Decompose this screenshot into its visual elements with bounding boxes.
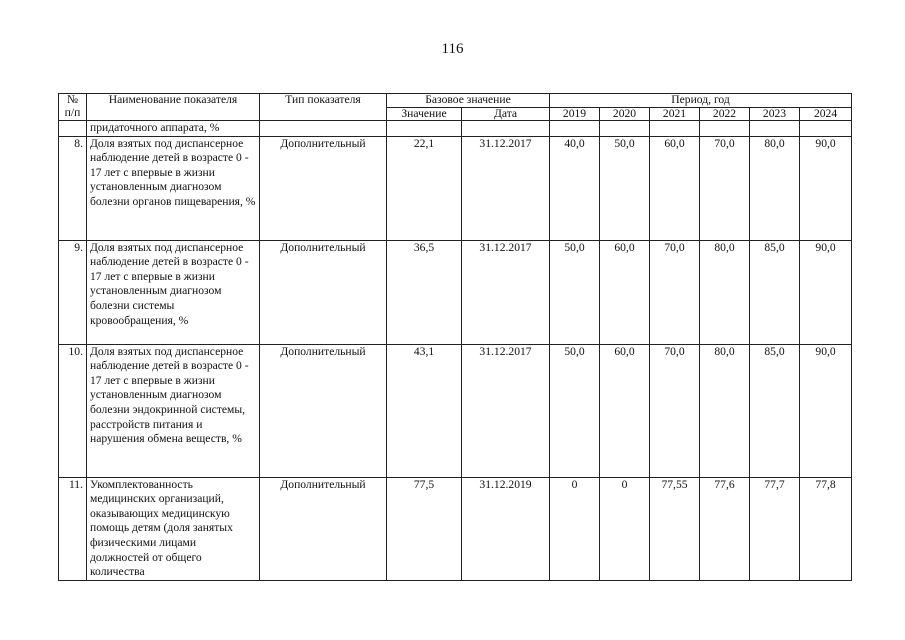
row-year-2020: 60,0 [600,344,650,477]
row-year-2023: 77,7 [750,477,800,580]
row-num: 9. [59,240,87,344]
row-year-2022: 80,0 [700,240,750,344]
header-row-1 [59,94,852,108]
header-num-sub: п/п [64,105,81,119]
row-type: Дополнительный [260,477,387,580]
row-year-2024: 90,0 [800,344,852,477]
row-year-2021 [650,121,700,137]
row-year-2019: 0 [550,477,600,580]
row-year-2019: 50,0 [550,344,600,477]
row-year-2023: 85,0 [750,344,800,477]
row-year-2021: 70,0 [650,344,700,477]
row-year-2021: 77,55 [650,477,700,580]
row-date: 31.12.2017 [462,136,550,240]
row-year-2024: 77,8 [800,477,852,580]
header-date: Дата [462,107,550,121]
header-year-2022: 2022 [700,107,750,121]
row-year-2021: 60,0 [650,136,700,240]
header-type: Тип показателя [260,94,387,121]
row-year-2022: 80,0 [700,344,750,477]
header-name: Наименование показателя [87,94,260,121]
row-num: 11. [59,477,87,580]
row-year-2024: 90,0 [800,136,852,240]
table-row [59,240,852,344]
table-row [59,477,852,580]
row-type: Дополнительный [260,136,387,240]
header-year-2023: 2023 [750,107,800,121]
row-year-2020: 0 [600,477,650,580]
row-year-2022: 77,6 [700,477,750,580]
header-base: Базовое значение [387,94,550,108]
header-value: Значение [387,107,462,121]
table-row [59,136,852,240]
row-value [387,121,462,137]
row-date: 31.12.2017 [462,240,550,344]
row-num: 10. [59,344,87,477]
row-type: Дополнительный [260,344,387,477]
row-name: Доля взятых под диспансерное наблюдение детей в возрасте 0 - 17 лет с впервые в жизни установленным диагнозом болезни органов пищеварения, % [87,136,260,240]
row-name: придаточного аппарата, % [87,121,260,137]
header-year-2020: 2020 [600,107,650,121]
row-year-2023: 80,0 [750,136,800,240]
row-year-2024 [800,121,852,137]
row-type [260,121,387,137]
indicators-table [58,93,852,581]
row-year-2020: 50,0 [600,136,650,240]
row-date: 31.12.2019 [462,477,550,580]
row-date [462,121,550,137]
row-value: 22,1 [387,136,462,240]
row-num: 8. [59,136,87,240]
row-year-2022 [700,121,750,137]
row-name: Доля взятых под диспансерное наблюдение детей в возрасте 0 - 17 лет с впервые в жизни установленным диагнозом болезни системы кровообращения, % [87,240,260,344]
row-value: 36,5 [387,240,462,344]
header-period: Период, год [550,94,852,108]
row-year-2019: 50,0 [550,240,600,344]
row-value: 77,5 [387,477,462,580]
row-year-2024: 90,0 [800,240,852,344]
row-year-2023 [750,121,800,137]
row-value: 43,1 [387,344,462,477]
row-year-2022: 70,0 [700,136,750,240]
header-num [59,94,87,121]
header-num-label: № [66,93,79,106]
header-year-2019: 2019 [550,107,600,121]
row-year-2019: 40,0 [550,136,600,240]
row-num [59,121,87,137]
row-date: 31.12.2017 [462,344,550,477]
table-row [59,344,852,477]
header-year-2021: 2021 [650,107,700,121]
page-number: 116 [441,41,464,57]
table-row [59,121,852,137]
row-year-2021: 70,0 [650,240,700,344]
row-year-2023: 85,0 [750,240,800,344]
row-name: Доля взятых под диспансерное наблюдение детей в возрасте 0 - 17 лет с впервые в жизни установленным диагнозом болезни эндокринной системы, расстройств питания и нарушения обмена веществ, % [87,344,260,477]
row-year-2020 [600,121,650,137]
row-year-2020: 60,0 [600,240,650,344]
row-name: Укомплектованность медицинских организаций, оказывающих медицинскую помощь детям (доля занятых физическими лицами должностей от общего количества [87,477,260,580]
row-year-2019 [550,121,600,137]
row-type: Дополнительный [260,240,387,344]
header-year-2024: 2024 [800,107,852,121]
